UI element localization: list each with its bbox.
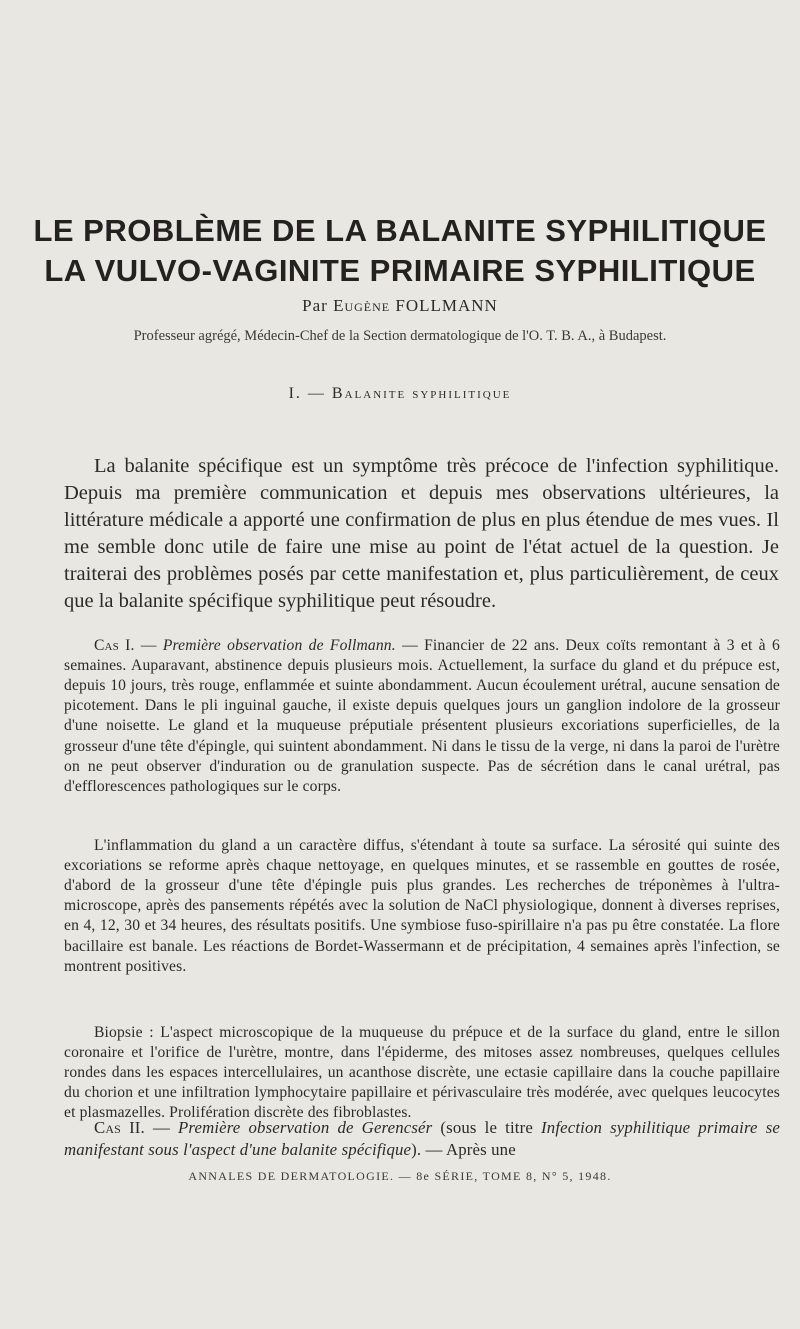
author-prefix: Par	[302, 296, 328, 315]
case-2-paragraph	[64, 1117, 780, 1161]
section-numeral: I.	[288, 385, 302, 402]
author-affiliation: Professeur agrégé, Médecin-Chef de la Section dermatologique de l'O. T. B. A., à Budapest.	[133, 328, 667, 344]
case-1-dash: —	[140, 636, 157, 654]
case-2-subtitle: Infection syphilitique primaire se manifestant sous l'aspect d'une balanite spécifique	[64, 1117, 780, 1159]
section-dash: —	[307, 385, 326, 402]
section-title: Balanite syphilitique	[331, 385, 512, 402]
case-1-label: Cas I.	[94, 636, 135, 654]
case-2-dash: —	[152, 1117, 170, 1137]
case-2-text: Après une	[445, 1139, 516, 1159]
case-2-dash-2: —	[425, 1139, 443, 1159]
case-1-inflammation-paragraph: L'inflammation du gland a un caractère diffus, s'étendant à toute sa surface. La sérosité qui suinte des excoriations se reforme après chaque nettoyage, en quelques minutes, et se rassemble en gouttes de rosée, d'abord de la grosseur d'une tête d'épingle puis plus grandes. Les recherches de tréponèmes à l'ultra-microscope, après des pansements répétés avec la solution de NaCl physiologique, donnent à diverses reprises, en 4, 12, 30 et 34 heures, des résultats positifs. Une symbiose fuso-spirillaire n'a pas pu être constatée. La flore bacillaire est banale. Les réactions de Bordet-Wassermann et de précipitation, 4 semaines après l'infection, se montrent positives.	[64, 836, 780, 975]
author-last-name: FOLLMANN	[395, 296, 498, 315]
article-title-line-2: LA VULVO-VAGINITE PRIMAIRE SYPHILITIQUE	[44, 253, 756, 288]
intro-paragraph: La balanite spécifique est un symptôme très précoce de l'infection syphilitique. Depuis ma première communication et depuis mes observations ultérieures, la littérature médicale a apporté une confirmation de plus en plus étendue de mes vues. Il me semble donc utile de faire une mise au point de l'état actuel de la question. Je traiterai des problèmes posés par cette manifestation et, plus particulièrement, de ceux que la balanite spécifique syphilitique peut résoudre.	[64, 454, 779, 612]
author-first-name: Eugène	[333, 296, 391, 315]
case-1-biopsy-paragraph: Biopsie : L'aspect microscopique de la muqueuse du prépuce et de la surface du gland, entre le sillon coronaire et l'orifice de l'urètre, montre, dans l'épiderme, des mitoses assez nombreuses, quelques cellules rondes dans les espaces intercellulaires, un acanthose discrète, une ectasie capillaire dans la couche papillaire du chorion et une infiltration lymphocytaire papillaire et périvasculaire très modérée, avec quelques leucocytes et plasmazelles. Prolifération discrète des fibroblastes.	[64, 1023, 780, 1122]
journal-footer: ANNALES DE DERMATOLOGIE. — 8e SÉRIE, TOME 8, N° 5, 1948.	[188, 1169, 612, 1183]
case-1-dash-2: —	[402, 636, 418, 654]
case-2-mid: (sous le titre	[440, 1117, 533, 1137]
article-title-line-1: LE PROBLÈME DE LA BALANITE SYPHILITIQUE	[33, 213, 767, 248]
case-1-title: Première observation de Follmann.	[162, 636, 396, 654]
author-byline	[0, 296, 800, 316]
case-1-paragraph	[64, 636, 780, 798]
case-2-end: ).	[411, 1139, 422, 1159]
case-1-text: Financier de 22 ans. Deux coïts remontant à 3 et à 6 semaines. Auparavant, abstinence depuis plusieurs mois. Actuellement, la surface du gland et du prépuce est, depuis 10 jours, très rouge, enflammée et suinte abondamment. Aucun écoulement urétral, aucune sensation de picotement. Dans le pli inguinal gauche, il existe depuis quelques jours un ganglion indolore de la grosseur d'une noisette. Le gland et la muqueuse préputiale présentent plusieurs excoriations superficielles, de la grosseur d'une tête d'épingle, qui suintent abondamment. Ni dans le tissu de la verge, ni dans la paroi de l'urètre on ne peut observer d'induration ou de granulation suspecte. Pas de sécrétion dans le canal urétral, pas d'efflorescences pathologiques sur le corps.	[64, 636, 780, 796]
case-2-label: Cas II.	[94, 1117, 145, 1137]
case-2-title: Première observation de Gerencsér	[178, 1117, 433, 1137]
section-heading	[0, 385, 800, 403]
